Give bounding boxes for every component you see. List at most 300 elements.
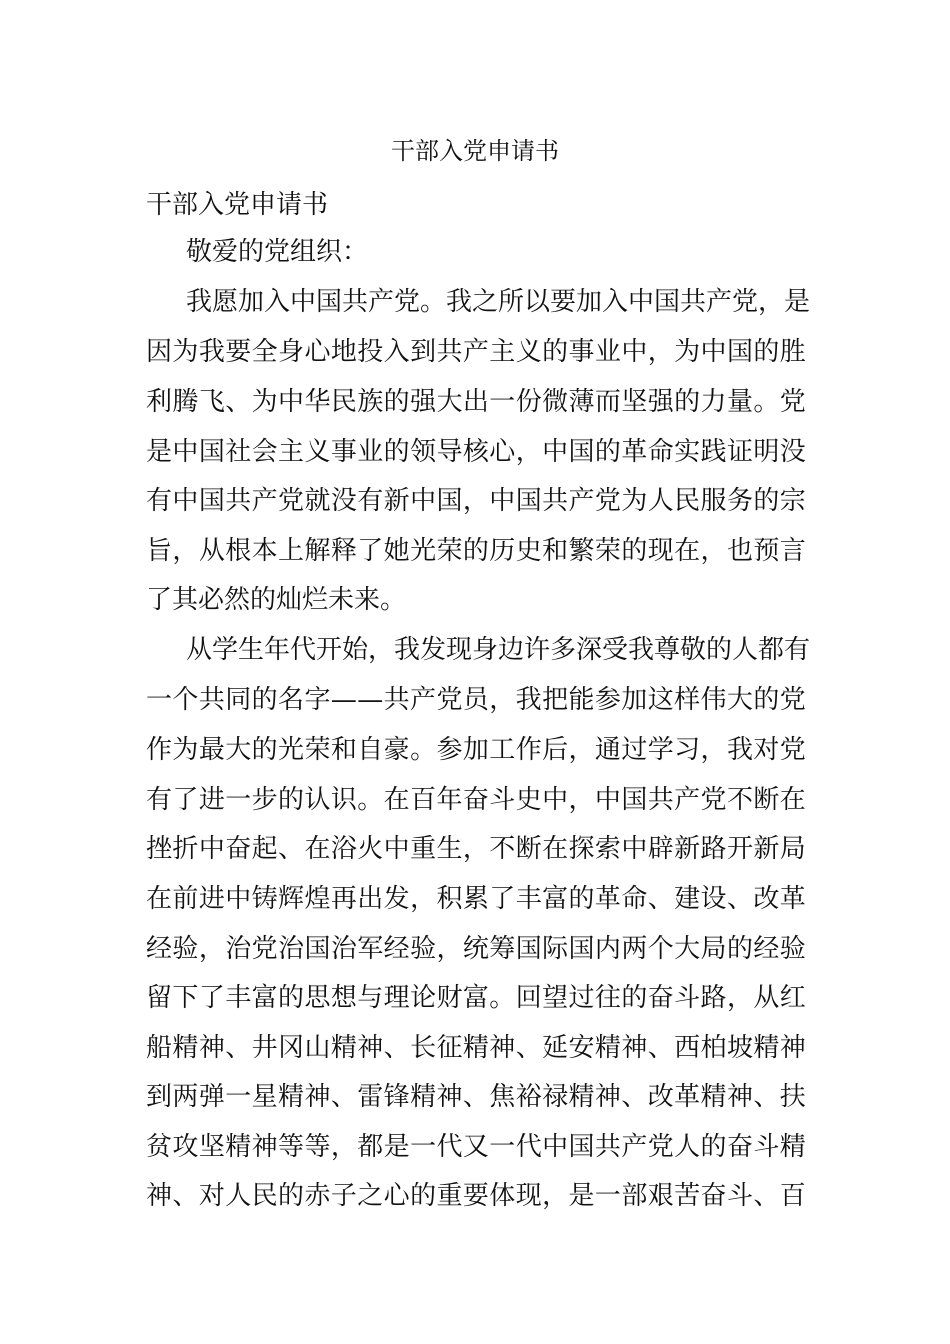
char: 验 [779,934,806,964]
char: 了 [357,536,384,566]
char: 神 [621,1033,648,1063]
char: 国 [436,486,463,516]
char: 局 [700,934,727,964]
char: 两 [172,1082,199,1112]
char: 浴 [330,834,357,864]
char: 主 [489,337,516,367]
char: 奋 [647,983,674,1013]
char: 富 [462,983,489,1013]
char: 的 [726,934,753,964]
char: 经 [383,934,410,964]
char: 到 [410,337,437,367]
char: 中 [383,834,410,864]
char: 导 [436,437,463,467]
char: 大 [674,934,701,964]
char: 领 [410,437,437,467]
char: 薄 [568,387,595,417]
char: 为 [251,387,278,417]
char: 出 [357,884,384,914]
char: 的 [410,1181,437,1211]
char: 在 [542,834,569,864]
char: 旨 [146,536,173,566]
char: 中 [542,437,569,467]
char: 中 [594,785,621,815]
paragraph2-line [146,1077,806,1117]
char: 自 [357,735,384,765]
char: 言 [779,536,806,566]
char: 想 [330,983,357,1013]
char: 的 [251,685,278,715]
char: 共 [542,486,569,516]
char: 都 [357,1132,384,1162]
char: 共 [594,1132,621,1162]
char: 史 [515,785,542,815]
char: 我 [726,735,753,765]
paragraph2-line [146,879,806,919]
char: 对 [198,1181,225,1211]
char: 往 [594,983,621,1013]
char: 革 [621,437,648,467]
paragraph2-line [146,680,806,720]
char: 认 [304,785,331,815]
char: 革 [594,884,621,914]
char: 了 [198,983,225,1013]
char: 、 [330,1082,357,1112]
char: 、 [621,1082,648,1112]
char: 证 [726,437,753,467]
char: 精 [172,1033,199,1063]
char: 百 [779,1181,806,1211]
char: 党 [594,486,621,516]
char: 、 [726,884,753,914]
char: 史 [515,536,542,566]
char: 中 [700,337,727,367]
char: 改 [647,1082,674,1112]
char: 党 [251,934,278,964]
char: ， [172,536,199,566]
char: 统 [462,934,489,964]
char: ， [436,934,463,964]
char: 斗 [489,785,516,815]
char: 裕 [515,1082,542,1112]
char: 丰 [515,884,542,914]
char: 大 [225,735,252,765]
char: — [357,685,384,715]
char: 华 [304,387,331,417]
char: 斗 [726,1181,753,1211]
char: 义 [304,437,331,467]
char: 国 [198,486,225,516]
char: 部 [621,1181,648,1211]
char: 和 [542,536,569,566]
char: 中 [489,486,516,516]
char: 有 [357,486,384,516]
char: 一 [489,387,516,417]
char: 索 [594,834,621,864]
char: 强 [647,387,674,417]
char: 繁 [568,536,595,566]
char: 在 [779,785,806,815]
char: 精 [225,1132,252,1162]
char: 贫 [146,1132,173,1162]
char: 国 [621,785,648,815]
char: 辟 [647,834,674,864]
char: 百 [410,785,437,815]
char: 长 [410,1033,437,1063]
char: 务 [726,486,753,516]
char: 延 [542,1033,569,1063]
char: 军 [357,934,384,964]
char: 内 [594,934,621,964]
char: 字 [304,685,331,715]
paragraph1-line [146,382,806,422]
char: 苦 [674,1181,701,1211]
char: 火 [357,834,384,864]
char: 强 [410,387,437,417]
char: 建 [674,884,701,914]
paragraph2-line [146,780,806,820]
char: 预 [753,536,780,566]
char: 精 [568,1082,595,1112]
char: 国 [568,437,595,467]
char: 神 [594,1082,621,1112]
char: 样 [674,685,701,715]
char: 神 [146,1181,173,1211]
char: 之 [357,1181,384,1211]
char: 出 [462,387,489,417]
char: ， [568,785,595,815]
char: 心 [489,437,516,467]
char: ， [462,834,489,864]
char: 中 [225,884,252,914]
char: 作 [146,735,173,765]
char: 党 [278,486,305,516]
char: 、 [383,1033,410,1063]
char: 解 [304,536,331,566]
char: 名 [278,685,305,715]
char: 党 [779,387,806,417]
char: 筹 [489,934,516,964]
char: 社 [225,437,252,467]
paragraph2-line [146,829,806,869]
char: 中 [198,834,225,864]
char: 产 [462,337,489,367]
char: 国 [515,934,542,964]
char: 身 [278,337,305,367]
salutation: 敬爱的党组织： [186,237,369,267]
paragraph2-line [146,1176,806,1216]
char: 治 [330,934,357,964]
paragraph1-line [146,432,806,472]
char: 奋 [462,785,489,815]
char: 前 [172,884,199,914]
char: 事 [330,437,357,467]
char: 柏 [700,1033,727,1063]
paragraph1-line [146,481,806,521]
char: 共 [383,685,410,715]
char: 对 [753,735,780,765]
char: 个 [647,934,674,964]
char: 论 [410,983,437,1013]
char: 人 [225,1181,252,1211]
char: 新 [674,834,701,864]
char: 利 [146,387,173,417]
char: 攻 [172,1132,199,1162]
char: 井 [251,1033,278,1063]
char: 在 [304,834,331,864]
char: 西 [674,1033,701,1063]
char: 不 [726,785,753,815]
char: 心 [383,1181,410,1211]
char: 。 [357,785,384,815]
char: 焦 [489,1082,516,1112]
char: 入 [383,337,410,367]
char: 主 [278,437,305,467]
char: 识 [330,785,357,815]
char: 精 [594,1033,621,1063]
char: ， [568,735,595,765]
char: ， [489,685,516,715]
char: 新 [383,486,410,516]
char: 业 [357,437,384,467]
char: 奋 [700,1181,727,1211]
char: 弹 [198,1082,225,1112]
char: 个 [172,685,199,715]
char: 的 [621,983,648,1013]
char: 神 [489,1033,516,1063]
char: 奋 [225,834,252,864]
char: 心 [304,337,331,367]
char: 投 [357,337,384,367]
char: 业 [594,337,621,367]
document-heading: 干部入党申请书 [146,190,329,220]
char: 财 [436,983,463,1013]
char: ， [462,486,489,516]
char: 党 [436,685,463,715]
char: 飞 [198,387,225,417]
char: 挫 [146,834,173,864]
char: 参 [594,685,621,715]
char: 本 [251,536,278,566]
char: 进 [198,785,225,815]
char: 星 [251,1082,278,1112]
char: 把 [542,685,569,715]
char: 为 [172,337,199,367]
char: 进 [198,884,225,914]
char: 中 [172,437,199,467]
char: 精 [779,1132,806,1162]
char: 在 [383,785,410,815]
char: 现 [515,1181,542,1211]
char: 腾 [172,387,199,417]
char: 现 [647,536,674,566]
char: 从 [198,536,225,566]
char: 神 [726,1082,753,1112]
char: 禄 [542,1082,569,1112]
char: 生 [436,834,463,864]
char: 加 [621,685,648,715]
char: 步 [251,785,278,815]
char: 荣 [436,536,463,566]
char: 际 [542,934,569,964]
char: 坚 [621,387,648,417]
char: ， [647,337,674,367]
char: 精 [278,1082,305,1112]
char: 在 [674,536,701,566]
char: ， [410,884,437,914]
char: 冈 [278,1033,305,1063]
char: 子 [330,1181,357,1211]
char: 过 [621,735,648,765]
char: 核 [462,437,489,467]
char: 份 [515,387,542,417]
char: 党 [779,735,806,765]
char: 煌 [304,884,331,914]
char: 大 [436,387,463,417]
char: 留 [146,983,173,1013]
char: 我 [515,685,542,715]
char: 党 [647,1132,674,1162]
char: 为 [674,337,701,367]
char: 豪 [383,735,410,765]
char: 经 [753,934,780,964]
paragraph1-line: 了其必然的灿烂未来。 [146,585,407,615]
char: ， [700,735,727,765]
char: 一 [594,1181,621,1211]
char: ， [330,1132,357,1162]
char: 习 [674,735,701,765]
char: 共 [436,337,463,367]
char: 积 [436,884,463,914]
char: 。 [489,983,516,1013]
char: 学 [647,735,674,765]
char: 精 [462,1033,489,1063]
char: 中 [410,486,437,516]
char: 富 [251,983,278,1013]
char: 神 [779,1033,806,1063]
paragraph2-line [146,929,806,969]
char: 没 [779,437,806,467]
char: 斗 [753,1132,780,1162]
char: 工 [489,735,516,765]
char: 这 [647,685,674,715]
char: 中 [172,486,199,516]
char: 神 [436,1082,463,1112]
char: 富 [542,884,569,914]
paragraph1-line: 我愿加入中国共产党。我之所以要加入中国共产党，是 [186,287,811,317]
char: 开 [726,834,753,864]
char: 量 [726,387,753,417]
char: 神 [304,1082,331,1112]
char: 没 [330,486,357,516]
char: 与 [357,983,384,1013]
char: 同 [225,685,252,715]
char: 红 [779,983,806,1013]
char: 坚 [198,1132,225,1162]
char: 奋 [726,1132,753,1162]
char: 产 [410,685,437,715]
char: 的 [278,785,305,815]
paragraph1-line [146,332,806,372]
char: 根 [225,536,252,566]
char: 民 [251,1181,278,1211]
char: 的 [700,1132,727,1162]
char: 中 [542,1132,569,1162]
char: 服 [700,486,727,516]
char: 斗 [674,983,701,1013]
char: 一 [146,685,173,715]
char: 、 [647,1033,674,1063]
char: 的 [383,437,410,467]
char: 精 [410,1082,437,1112]
char: 治 [225,934,252,964]
char: 就 [304,486,331,516]
char: 有 [146,785,173,815]
char: 的 [594,437,621,467]
char: 到 [146,1082,173,1112]
char: 了 [172,785,199,815]
char: 我 [198,337,225,367]
char: 命 [621,884,648,914]
paragraph2-line [146,978,806,1018]
char: 的 [278,1181,305,1211]
char: 力 [700,387,727,417]
char: 发 [383,884,410,914]
char: 改 [753,884,780,914]
char: 作 [515,735,542,765]
char: 产 [621,1132,648,1162]
char: 因 [146,337,173,367]
char: 征 [436,1033,463,1063]
char: 不 [489,834,516,864]
char: 上 [278,536,305,566]
char: 伟 [700,685,727,715]
char: 思 [304,983,331,1013]
char: 共 [225,486,252,516]
char: 而 [594,387,621,417]
char: 的 [753,486,780,516]
char: 雷 [357,1082,384,1112]
char: 等 [304,1132,331,1162]
char: 船 [146,1033,173,1063]
char: 路 [700,834,727,864]
char: 革 [674,1082,701,1112]
char: 局 [779,834,806,864]
char: 的 [462,536,489,566]
char: 铸 [251,884,278,914]
paragraph1-line [146,531,806,571]
char: 断 [515,834,542,864]
char: 中 [278,387,305,417]
char: 通 [594,735,621,765]
char: 荣 [594,536,621,566]
char: 的 [753,337,780,367]
char: 、 [753,1181,780,1211]
char: 、 [225,387,252,417]
char: ， [198,934,225,964]
char: 共 [647,785,674,815]
char: 革 [779,884,806,914]
char: 释 [330,536,357,566]
char: 党 [779,685,806,715]
char: 国 [726,337,753,367]
char: 神 [198,1033,225,1063]
char: 国 [304,934,331,964]
char: 过 [568,983,595,1013]
char: ， [515,437,542,467]
char: 是 [383,1132,410,1162]
char: 也 [726,536,753,566]
